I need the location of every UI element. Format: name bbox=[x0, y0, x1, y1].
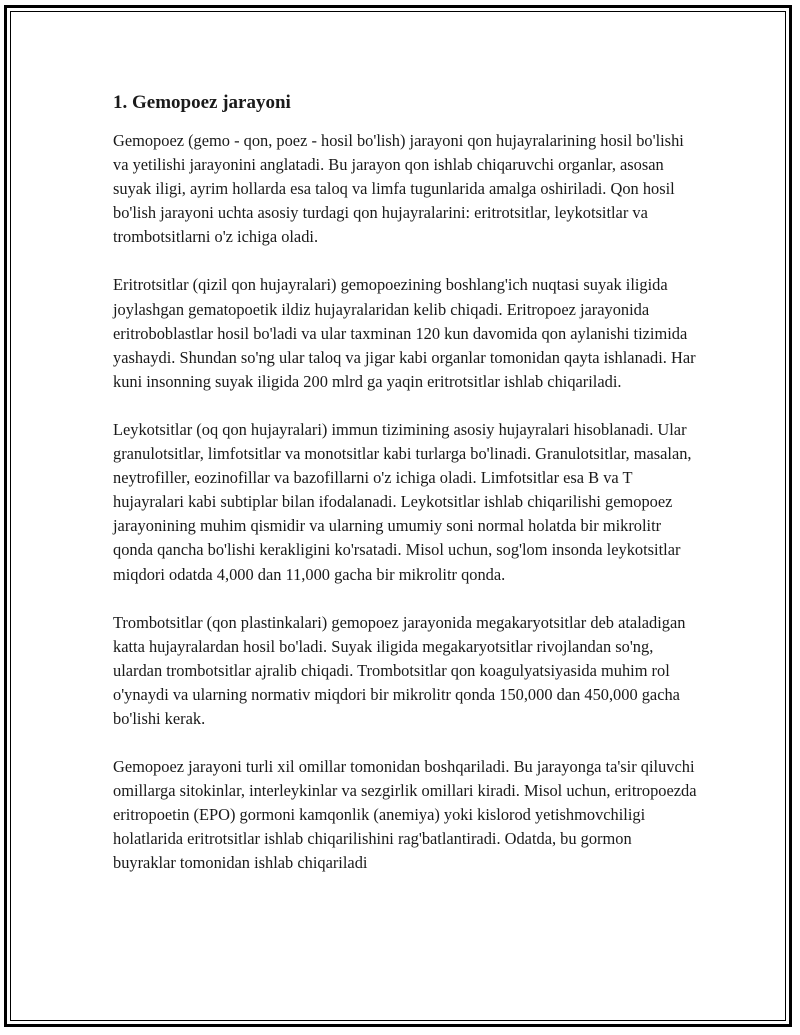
paragraph-leukocytes: Leykotsitlar (oq qon hujayralari) immun tizimining asosiy hujayralari hisoblanadi. Ular granulotsitlar, limfotsitlar va monotsitlar kabi turlarga bo'linadi. Granulotsitlar, masalan, neytrofiller, eozinofillar va bazofillarni o'z ichiga oladi. Limfotsitlar esa B va T hujayralari kabi subtiplar bilan ifodalanadi. Leykotsitlar ishlab chiqarilishi gemopoez jarayonining muhim qismidir va ularning umumiy soni normal holatda bir mikrolitr qonda qancha bo'lishi kerakligini ko'rsatadi. Misol uchun, sog'lom insonda leykotsitlar miqdori odatda 4,000 dan 11,000 gacha bir mikrolitr qonda. bbox=[113, 419, 692, 584]
paragraph-erythrocytes: Eritrotsitlar (qizil qon hujayralari) gemopoezining boshlang'ich nuqtasi suyak iligida joylashgan gematopoetik ildiz hujayralaridan kelib chiqadi. Eritropoez jarayonida eritroboblastlar hosil bo'ladi va ular taxminan 120 kun davomida qon aylanishi tizimida yashaydi. Shundan so'ng ular taloq va jigar kabi organlar tomonidan qayta ishlanadi. Har kuni insonning suyak iligida 200 mlrd ga yaqin eritrotsitlar ishlab chiqariladi. bbox=[113, 275, 696, 391]
paragraph-regulation: Gemopoez jarayoni turli xil omillar tomonidan boshqariladi. Bu jarayonga ta'sir qiluvchi omillarga sitokinlar, interleykinlar va sezgirlik omillari kiradi. Misol uchun, eritropoezda eritropoetin (EPO) gormoni kamqonlik (anemiya) yoki kislorod yetishmovchiligi holatlarida eritrotsitlar ishlab chiqarilishini rag'batlantiradi. Odatda, bu gormon buyraklar tomonidan ishlab chiqariladi bbox=[113, 757, 697, 873]
paragraph-intro: Gemopoez (gemo - qon, poez - hosil bo'lish) jarayoni qon hujayralarining hosil bo'lishi va yetilishi jarayonini anglatadi. Bu jarayon qon ishlab chiqaruvchi organlar, asosan suyak iligi, ayrim hollarda esa taloq va limfa tugunlarida amalga oshiriladi. Qon hosil bo'lish jarayoni uchta asosiy turdagi qon hujayralarini: eritrotsitlar, leykotsitlar va trombotsitlarni o'z ichiga oladi. bbox=[113, 131, 684, 247]
section-heading: 1. Gemopoez jarayoni bbox=[113, 92, 291, 113]
paragraph-thrombocytes: Trombotsitlar (qon plastinkalari) gemopoez jarayonida megakaryotsitlar deb ataladigan katta hujayralardan hosil bo'ladi. Suyak iligida megakaryotsitlar rivojlandan so'ng, ulardan trombotsitlar ajralib chiqadi. Trombotsitlar qon koagulyatsiyasida muhim rol o'ynaydi va ularning normativ miqdori bir mikrolitr qonda 150,000 dan 450,000 gacha bo'lishi kerak. bbox=[113, 612, 686, 728]
document-body bbox=[113, 90, 698, 900]
